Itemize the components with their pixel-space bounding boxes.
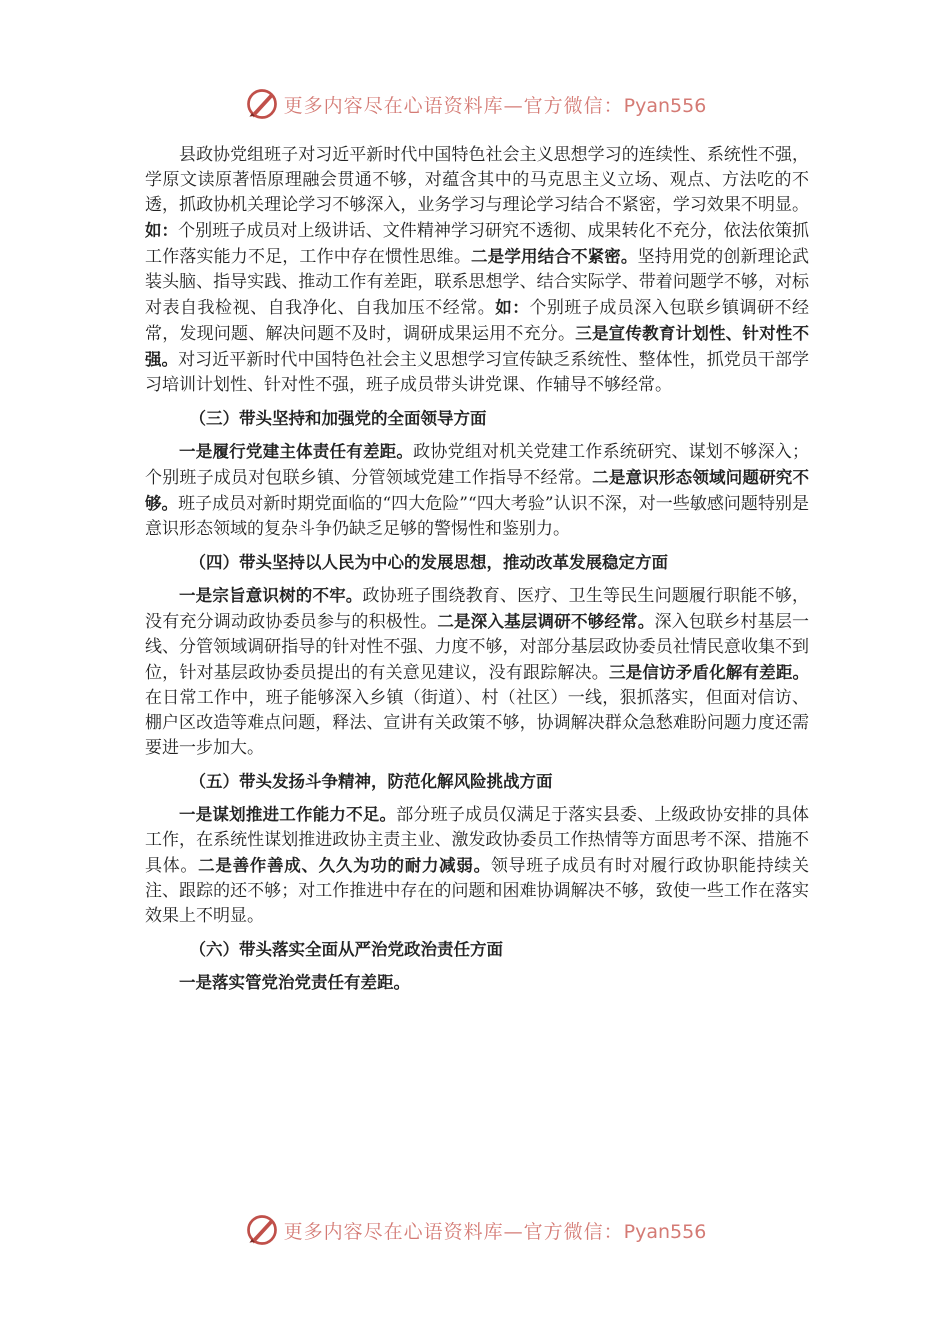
section-heading: （三）带头坚持和加强党的全面领导方面 bbox=[189, 409, 487, 428]
pen-logo-icon bbox=[244, 86, 280, 122]
paragraph: 一是履行党建主体责任有差距。政协党组对机关党建工作系统研究、谋划不够深入；个别班子成员对包联乡镇、分管领域党建工作指导不经常。二是意识形态领域问题研究不够。班子成员对新时期党面临的“四大危险”“四大考验”认识不深，对一些敏感问题特别是意识形态领域的复杂斗争仍缺乏足够的警惕性和鉴别力。 bbox=[145, 442, 810, 539]
banner-text: 更多内容尽在心语资料库—官方微信：Pyan556 bbox=[283, 94, 707, 117]
section-heading: （五）带头发扬斗争精神，防范化解风险挑战方面 bbox=[189, 772, 553, 791]
section-heading: （六）带头落实全面从严治党政治责任方面 bbox=[189, 940, 504, 959]
pen-logo-icon bbox=[244, 1212, 280, 1248]
section-heading: （四）带头坚持以人民为中心的发展思想，推动改革发展稳定方面 bbox=[189, 553, 669, 572]
footer-banner bbox=[0, 1210, 950, 1250]
banner-text: 更多内容尽在心语资料库—官方微信：Pyan556 bbox=[283, 1220, 707, 1243]
document-body bbox=[145, 143, 809, 996]
paragraph: 一是落实管党治党责任有差距。 bbox=[179, 973, 410, 992]
paragraph: 一是谋划推进工作能力不足。部分班子成员仅满足于落实县委、上级政协安排的具体工作，在系统性谋划推进政协主责主业、激发政协委员工作热情等方面思考不深、措施不具体。二是善作善成、久久为功的耐力减弱。领导班子成员有时对履行政协职能持续关注、跟踪的还不够；对工作推进中存在的问题和困难协调解决不够，致使一些工作在落实效果上不明显。 bbox=[145, 805, 810, 926]
header-banner bbox=[0, 84, 950, 124]
paragraph: 县政协党组班子对习近平新时代中国特色社会主义思想学习的连续性、系统性不强，学原文读原著悟原理融会贯通不够，对蕴含其中的马克思主义立场、观点、方法吃的不透，抓政协机关理论学习不够深入，业务学习与理论学习结合不紧密，学习效果不明显。如：个别班子成员对上级讲话、文件精神学习研究不透彻、成果转化不充分，依法依策抓工作落实能力不足，工作中存在惯性思维。二是学用结合不紧密。坚持用党的创新理论武装头脑、指导实践、推动工作有差距，联系思想学、结合实际学、带着问题学不够，对标对表自我检视、自我净化、自我加压不经常。如：个别班子成员深入包联乡镇调研不经常，发现问题、解决问题不及时，调研成果运用不充分。三是宣传教育计划性、针对性不强。对习近平新时代中国特色社会主义思想学习宣传缺乏系统性、整体性，抓党员干部学习培训计划性、针对性不强，班子成员带头讲党课、作辅导不够经常。 bbox=[145, 145, 810, 395]
paragraph: 一是宗旨意识树的不牢。政协班子围绕教育、医疗、卫生等民生问题履行职能不够，没有充分调动政协委员参与的积极性。二是深入基层调研不够经常。深入包联乡村基层一线、分管领域调研指导的针对性不强、力度不够，对部分基层政协委员社情民意收集不到位，针对基层政协委员提出的有关意见建议，没有跟踪解决。三是信访矛盾化解有差距。在日常工作中，班子能够深入乡镇（街道）、村（社区）一线，狠抓落实，但面对信访、棚户区改造等难点问题，释法、宣讲有关政策不够，协调解决群众急愁难盼问题力度还需要进一步加大。 bbox=[145, 586, 810, 758]
